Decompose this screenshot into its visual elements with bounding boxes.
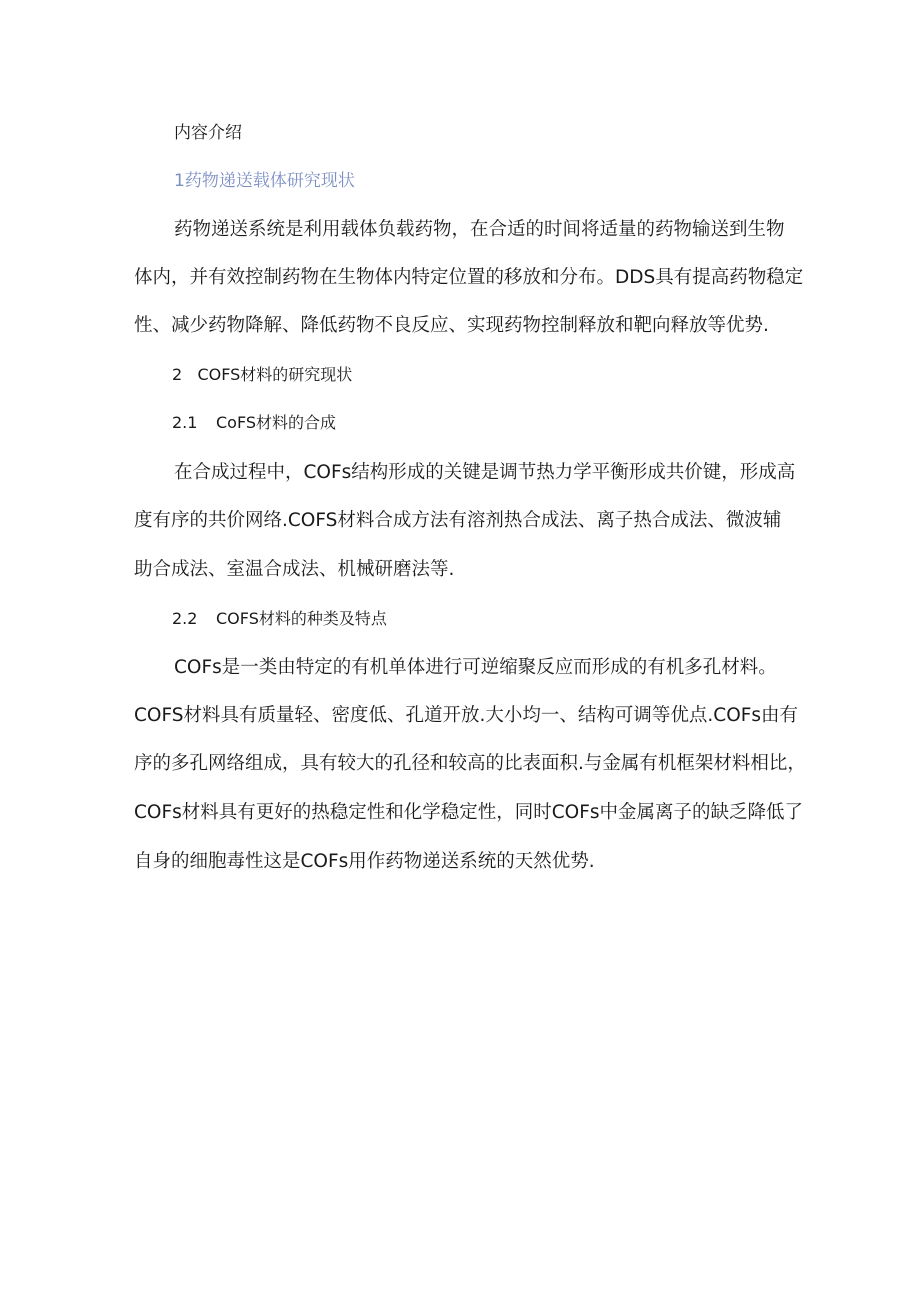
paragraph-line: 自身的细胞毒性这是COFs用作药物递送系统的天然优势.: [134, 851, 595, 872]
section-title: COFS材料的种类及特点: [216, 609, 387, 628]
section-number: 2.1: [172, 413, 198, 432]
paragraph-line: 体内，并有效控制药物在生物体内特定位置的移放和分布。DDS具有提高药物稳定: [134, 267, 804, 288]
section2-2-heading: [172, 607, 387, 631]
paragraph-line: COFs材料具有更好的热稳定性和化学稳定性，同时COFs中金属离子的缺乏降低了: [134, 802, 804, 823]
paragraph-line: COFS材料具有质量轻、密度低、孔道开放.大小均一、结构可调等优点.COFs由有: [134, 705, 799, 726]
section2-heading: 2 COFS材料的研究现状: [172, 365, 353, 384]
paragraph-line: 在合成过程中，COFs结构形成的关键是调节热力学平衡形成共价键，形成高: [174, 462, 796, 483]
paragraph-line: COFs是一类由特定的有机单体进行可逆缩聚反应而形成的有机多孔材料。: [174, 657, 777, 678]
paragraph-line: 性、减少药物降解、降低药物不良反应、实现药物控制释放和靶向释放等优势.: [134, 315, 769, 336]
paragraph-line: 序的多孔网络组成，具有较大的孔径和较高的比表面积.与金属有机框架材料相比，: [134, 753, 806, 774]
intro-heading: 内容介绍: [174, 123, 242, 143]
section2-1-heading: [172, 411, 336, 435]
paragraph-line: 度有序的共价网络.COFS材料合成方法有溶剂热合成法、离子热合成法、微波辅: [134, 510, 782, 531]
paragraph-line: 助合成法、室温合成法、机械研磨法等.: [134, 559, 455, 580]
section1-heading: 1药物递送载体研究现状: [174, 171, 355, 191]
paragraph-line: 药物递送系统是利用载体负载药物，在合适的时间将适量的药物输送到生物: [174, 219, 785, 240]
section-number: 2.2: [172, 609, 198, 628]
section-title: CoFS材料的合成: [216, 413, 337, 432]
